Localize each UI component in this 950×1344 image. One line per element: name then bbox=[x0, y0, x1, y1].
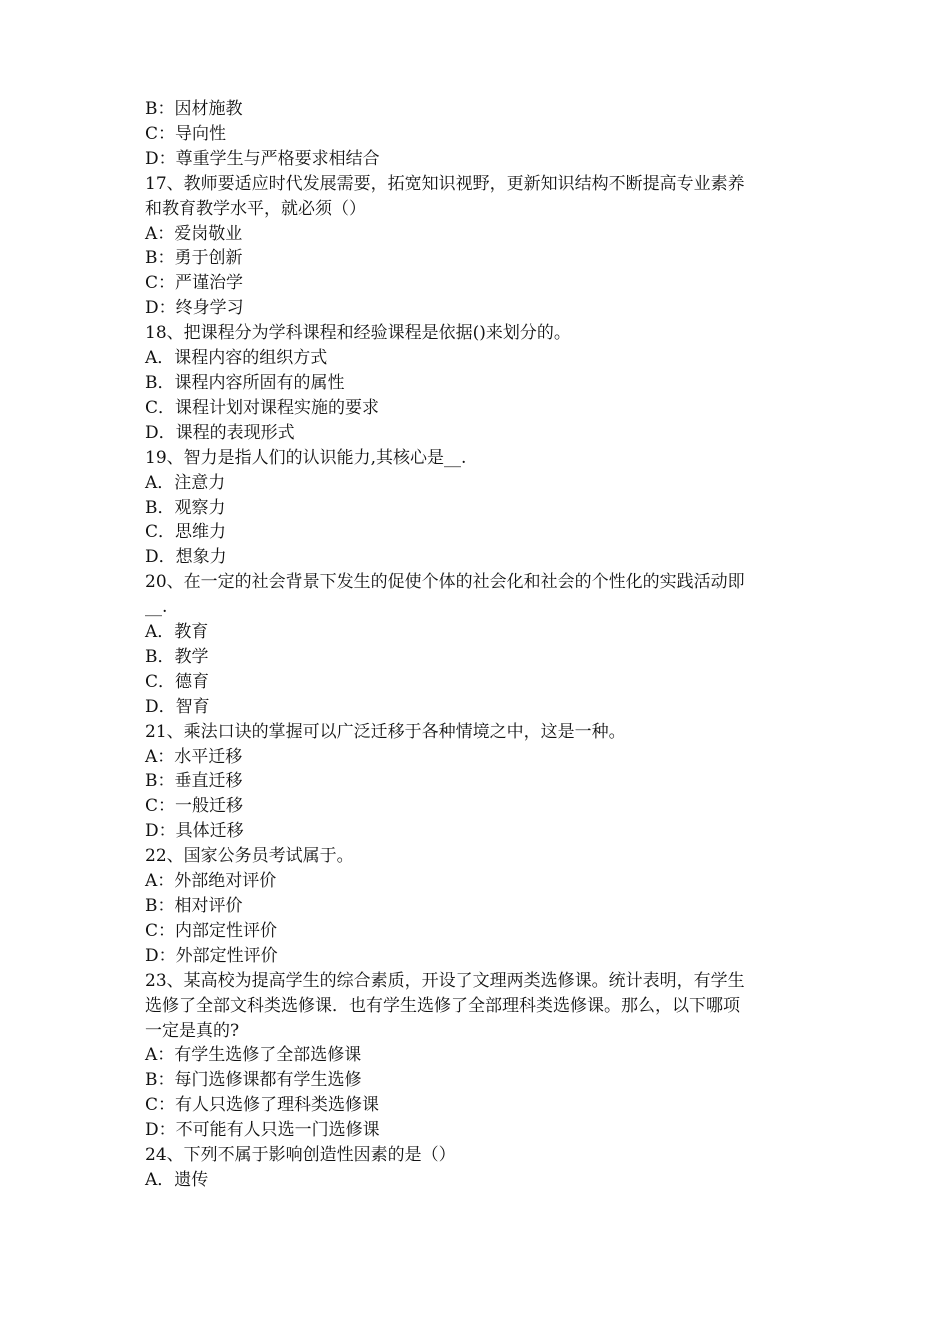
option-b: B：勇于创新 bbox=[145, 248, 243, 269]
option-c: C：一般迁移 bbox=[145, 796, 244, 817]
question-text: 18、把课程分为学科课程和经验课程是依据()来划分的。 bbox=[145, 323, 571, 344]
option-b: B．课程内容所固有的属性 bbox=[145, 372, 345, 393]
option-c: C．课程计划对课程实施的要求 bbox=[145, 397, 380, 418]
question-text: 21、乘法口诀的掌握可以广泛迁移于各种情境之中，这是一种。 bbox=[145, 721, 626, 742]
option-d: D．想象力 bbox=[145, 547, 227, 568]
option-d: D．课程的表现形式 bbox=[145, 422, 295, 443]
option-d: D：不可能有人只选一门选修课 bbox=[145, 1120, 380, 1141]
option-b: B．观察力 bbox=[145, 497, 226, 518]
option-d: D．智育 bbox=[145, 696, 210, 717]
option-b: B：每门选修课都有学生选修 bbox=[145, 1070, 362, 1091]
option-a: A．遗传 bbox=[145, 1169, 209, 1190]
option-b: B．教学 bbox=[145, 646, 209, 667]
option-c: C：有人只选修了理科类选修课 bbox=[145, 1095, 380, 1116]
option-c: C：严谨治学 bbox=[145, 273, 244, 294]
question-24 bbox=[145, 1143, 817, 1193]
option-c: C：内部定性评价 bbox=[145, 920, 278, 941]
question-23 bbox=[145, 969, 817, 1143]
question-text: __. bbox=[145, 597, 168, 618]
question-21 bbox=[145, 720, 817, 845]
option-b: B：相对评价 bbox=[145, 896, 243, 916]
option-d: D：终身学习 bbox=[145, 298, 244, 319]
option-a: A：爱岗敬业 bbox=[145, 223, 243, 244]
question-20 bbox=[145, 570, 817, 719]
option-c: C．思维力 bbox=[145, 522, 227, 543]
question-text: 一定是真的? bbox=[145, 1020, 240, 1041]
question-22 bbox=[145, 844, 817, 969]
option-d: D：具体迁移 bbox=[145, 821, 244, 842]
question-text: 17、教师要适应时代发展需要，拓宽知识视野，更新知识结构不断提高专业素养 bbox=[145, 173, 745, 194]
option-a: A：水平迁移 bbox=[145, 746, 243, 767]
option-a: A：有学生选修了全部选修课 bbox=[145, 1045, 362, 1066]
option-c: C：导向性 bbox=[145, 123, 227, 144]
question-text: 19、智力是指人们的认识能力,其核心是__. bbox=[145, 447, 467, 468]
question-17 bbox=[145, 172, 817, 321]
option-c: C．德育 bbox=[145, 671, 210, 692]
question-text: 选修了全部文科类选修课．也有学生选修了全部理科类选修课。那么，以下哪项 bbox=[145, 995, 740, 1016]
question-18 bbox=[145, 321, 817, 446]
option-a: A．课程内容的组织方式 bbox=[145, 348, 328, 369]
question-text: 23、某高校为提高学生的综合素质，开设了文理两类选修课。统计表明，有学生 bbox=[145, 970, 745, 991]
question-19 bbox=[145, 446, 817, 571]
option-a: A．教育 bbox=[145, 622, 209, 643]
option-a: A．注意力 bbox=[145, 472, 226, 493]
option-b: B：因材施教 bbox=[145, 99, 243, 119]
question-text: 20、在一定的社会背景下发生的促使个体的社会化和社会的个性化的实践活动即 bbox=[145, 572, 745, 593]
question-text: 22、国家公务员考试属于。 bbox=[145, 846, 354, 867]
option-d: D：外部定性评价 bbox=[145, 945, 278, 966]
question-text: 24、下列不属于影响创造性因素的是（） bbox=[145, 1145, 456, 1166]
option-b: B：垂直迁移 bbox=[145, 771, 243, 792]
option-d: D：尊重学生与严格要求相结合 bbox=[145, 148, 380, 169]
option-a: A：外部绝对评价 bbox=[145, 871, 277, 892]
question-text: 和教育教学水平，就必须（） bbox=[145, 198, 366, 219]
previous-question-options bbox=[145, 97, 817, 172]
document-page bbox=[145, 97, 817, 1193]
